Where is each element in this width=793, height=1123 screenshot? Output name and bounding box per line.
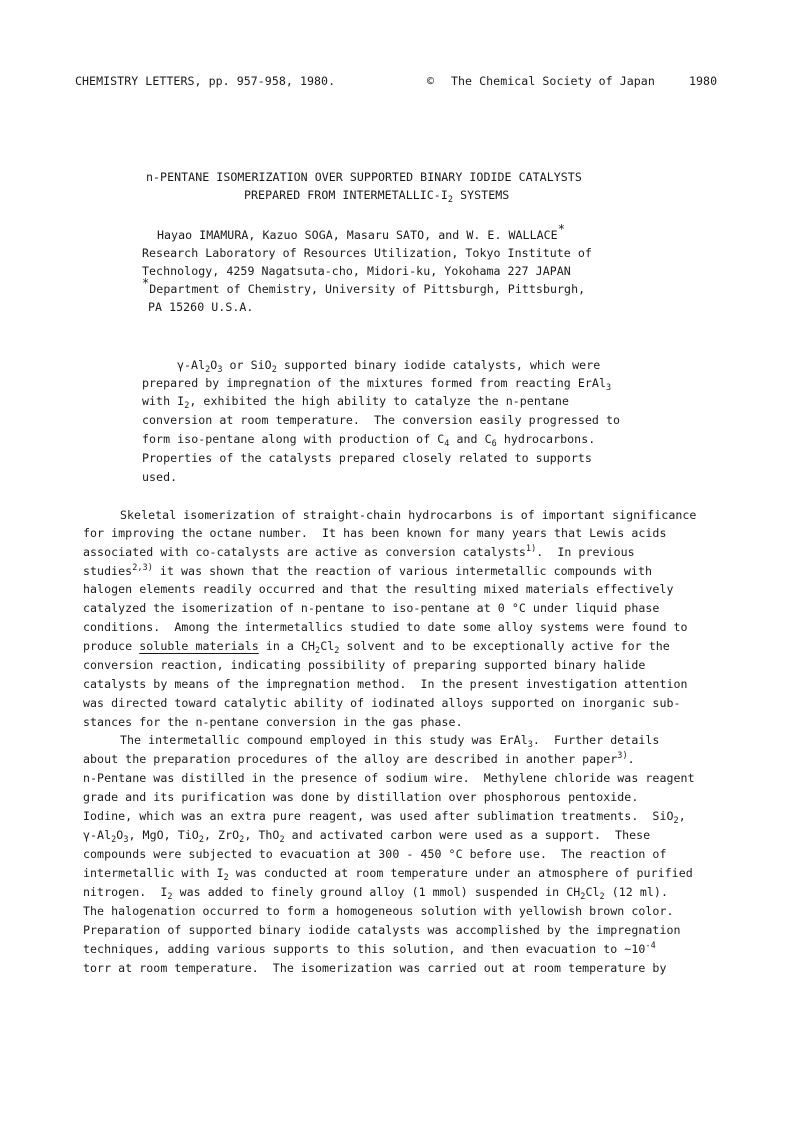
citation-ref: 2,3) [132, 563, 153, 573]
body-line: The halogenation occurred to form a homogeneous solution with yellowish brown color. [83, 904, 674, 918]
citation-ref: 1) [525, 544, 537, 554]
citation-ref: 3) [617, 751, 628, 761]
abstract-line: $\gamma-Al_2O_3$ or SiO$_2$ supported binary iodide catalysts, which were [177, 358, 601, 375]
affiliation-line: *Department of Chemistry, University of Pittsburgh, Pittsburgh, [142, 276, 586, 296]
body-line: compounds were subjected to evacuation at 300 - 450 °C before use. The reaction of [83, 847, 667, 861]
body-line: produce soluble materials in a $CH_2Cl_2$ solvent and to be exceptionally active for the [83, 639, 670, 656]
body-line: halogen elements readily occurred and that the resulting mixed materials effectively [83, 582, 674, 596]
asterisk-mark: * [557, 222, 565, 236]
copyright-symbol: © [427, 74, 435, 88]
body-line: studies$^{2,3)}$ it was shown that the reaction of various intermetallic compounds with [83, 563, 653, 578]
society-name: The Chemical Society of Japan [451, 74, 655, 88]
abstract-line: conversion at room temperature. The conversion easily progressed to [142, 413, 621, 427]
asterisk-mark: * [142, 276, 150, 290]
body-line: about the preparation procedures of the alloy are described in another paper$^{3)}$. [83, 751, 635, 766]
author-list: Hayao IMAMURA, Kazuo SOGA, Masaru SATO, and W. E. WALLACE* [157, 222, 565, 242]
abstract-line: used. [142, 470, 178, 484]
body-line: torr at room temperature. The isomerization was carried out at room temperature by [83, 961, 667, 975]
body-line: catalysts by means of the impregnation method. In the present investigation attention [83, 677, 688, 691]
body-line: Preparation of supported binary iodide catalysts was accomplished by the impregnation [83, 923, 681, 937]
body-line: The intermetallic compound employed in this study was ErAl$_3$. Further details [120, 733, 660, 750]
body-line: Iodine, which was an extra pure reagent, was used after sublimation treatments. SiO$_2$, [83, 809, 686, 826]
body-line: conditions. Among the intermetallics studied to date some alloy systems were found to [83, 620, 688, 634]
body-line: grade and its purification was done by distillation over phosphorous pentoxide. [83, 790, 639, 804]
header-year: 1980 [689, 74, 718, 88]
body-line: conversion reaction, indicating possibility of preparing supported binary halide [83, 658, 646, 672]
affiliation-line: Technology, 4259 Nagatsuta-cho, Midori-ku, Yokohama 227 JAPAN [142, 264, 571, 278]
paper-title-line1: n-PENTANE ISOMERIZATION OVER SUPPORTED BINARY IODIDE CATALYSTS [146, 170, 582, 184]
underlined-phrase: soluble materials [139, 639, 259, 653]
body-line: techniques, adding various supports to this solution, and then evacuation to $\sim 10^{-4}$ [83, 941, 656, 956]
abstract-line: form iso-pentane along with production of $C_4$ and $C_6$ hydrocarbons. [142, 432, 596, 449]
body-line: intermetallic with $I_2$ was conducted at room temperature under an atmosphere of purified [83, 866, 693, 883]
abstract-line: Properties of the catalysts prepared closely related to supports [142, 451, 592, 465]
journal-citation: CHEMISTRY LETTERS, pp. 957-958, 1980. [75, 74, 336, 88]
body-line: catalyzed the isomerization of n-pentane to iso-pentane at 0 °C under liquid phase [83, 601, 660, 615]
body-line: nitrogen. $I_2$ was added to finely ground alloy (1 mmol) suspended in $CH_2Cl_2$ (12 ml). [83, 885, 668, 902]
paper-title-line2: PREPARED FROM INTERMETALLIC-$I_2$ SYSTEMS [244, 188, 510, 205]
abstract-line: with $I_2$, exhibited the high ability to catalyze the n-pentane [142, 394, 569, 411]
body-line: was directed toward catalytic ability of iodinated alloys supported on inorganic sub- [83, 696, 681, 710]
body-line: Skeletal isomerization of straight-chain hydrocarbons is of important significance [120, 508, 697, 522]
affiliation-line: Research Laboratory of Resources Utilization, Tokyo Institute of [142, 246, 592, 260]
body-line: n-Pentane was distilled in the presence of sodium wire. Methylene chloride was reagent [83, 771, 695, 785]
body-line: associated with co-catalysts are active as conversion catalysts$^{1)}$. In previous [83, 544, 635, 559]
affiliation-line: PA 15260 U.S.A. [148, 300, 254, 314]
body-line: $\gamma-Al_2O_3$, MgO, TiO$_2$, ZrO$_2$, ThO$_2$ and activated carbon were used as a support. These [83, 828, 651, 845]
abstract-line: prepared by impregnation of the mixtures formed from reacting ErAl$_3$ [142, 376, 612, 393]
body-line: for improving the octane number. It has been known for many years that Lewis acids [83, 526, 667, 540]
body-line: stances for the n-pentane conversion in the gas phase. [83, 715, 463, 729]
running-header [75, 72, 720, 90]
